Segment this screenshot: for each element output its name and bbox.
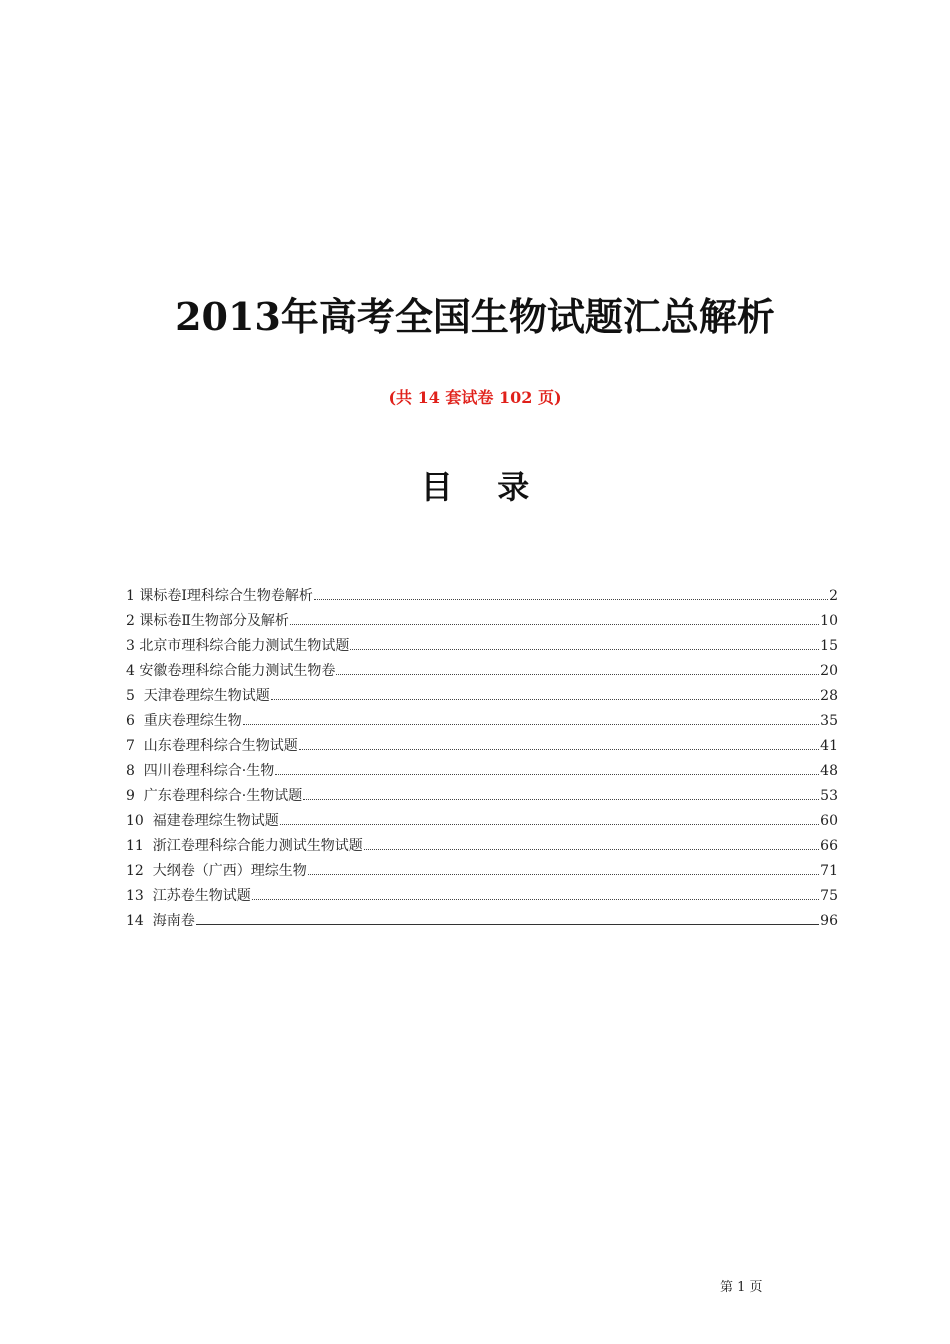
toc-entry-page: 60 <box>820 813 838 829</box>
toc-entry-page: 96 <box>820 913 838 929</box>
document-title: 2013年高考全国生物试题汇总解析 <box>175 294 775 339</box>
toc-entry-page: 71 <box>820 863 838 879</box>
toc-entry[interactable] <box>126 884 838 909</box>
toc-entry-page: 20 <box>820 663 838 679</box>
toc-entry-page: 28 <box>820 688 838 704</box>
toc-entry-page: 15 <box>820 638 838 654</box>
toc-entry[interactable] <box>126 584 838 609</box>
toc-entry-label: 9 广东卷理科综合·生物试题 <box>126 788 303 804</box>
toc-entry[interactable] <box>126 809 838 834</box>
toc-entry-label: 3 北京市理科综合能力测试生物试题 <box>126 638 350 654</box>
toc-entry-page: 41 <box>820 738 838 754</box>
toc-dot-leader <box>336 674 819 675</box>
toc-entry-page: 2 <box>829 588 838 604</box>
toc-entry-label: 13 江苏卷生物试题 <box>126 888 251 904</box>
toc-dot-leader <box>280 824 819 825</box>
toc-entry-label: 1 课标卷Ⅰ理科综合生物卷解析 <box>126 588 313 604</box>
toc-dot-leader <box>275 774 819 775</box>
page-footer: 第 1 页 <box>720 1280 763 1295</box>
toc-entry[interactable] <box>126 684 838 709</box>
toc-dot-leader <box>308 874 819 875</box>
toc-solid-leader <box>196 924 819 925</box>
toc-entry[interactable] <box>126 609 838 634</box>
toc-entry-label: 12 大纲卷（广西）理综生物 <box>126 863 307 879</box>
table-of-contents <box>126 584 838 934</box>
toc-entry-label: 6 重庆卷理综生物 <box>126 713 242 729</box>
toc-entry[interactable] <box>126 634 838 659</box>
toc-entry-page: 66 <box>820 838 838 854</box>
toc-entry[interactable] <box>126 784 838 809</box>
toc-dot-leader <box>271 699 819 700</box>
toc-entry-label: 5 天津卷理综生物试题 <box>126 688 270 704</box>
toc-entry[interactable] <box>126 834 838 859</box>
toc-entry[interactable] <box>126 659 838 684</box>
toc-heading: 目 录 <box>420 468 530 506</box>
toc-dot-leader <box>350 649 819 650</box>
toc-dot-leader <box>290 624 819 625</box>
toc-dot-leader <box>364 849 819 850</box>
toc-entry-label: 11 浙江卷理科综合能力测试生物试题 <box>126 838 363 854</box>
toc-entry-label: 4 安徽卷理科综合能力测试生物卷 <box>126 663 336 679</box>
toc-entry-label: 7 山东卷理科综合生物试题 <box>126 738 298 754</box>
toc-entry-page: 10 <box>820 613 838 629</box>
toc-entry-page: 48 <box>820 763 838 779</box>
toc-dot-leader <box>299 749 819 750</box>
toc-entry-label: 10 福建卷理综生物试题 <box>126 813 279 829</box>
toc-entry-label: 14 海南卷 <box>126 913 195 929</box>
toc-entry-label: 2 课标卷Ⅱ生物部分及解析 <box>126 613 289 629</box>
toc-entry[interactable] <box>126 734 838 759</box>
toc-entry[interactable] <box>126 709 838 734</box>
toc-entry-label: 8 四川卷理科综合·生物 <box>126 763 275 779</box>
toc-entry-page: 75 <box>820 888 838 904</box>
toc-entry[interactable] <box>126 859 838 884</box>
toc-dot-leader <box>314 599 828 600</box>
toc-dot-leader <box>303 799 819 800</box>
toc-entry[interactable] <box>126 759 838 784</box>
toc-entry-page: 53 <box>820 788 838 804</box>
toc-entry-page: 35 <box>820 713 838 729</box>
toc-entry[interactable] <box>126 909 838 934</box>
toc-dot-leader <box>252 899 819 900</box>
document-subtitle: (共 14 套试卷 102 页) <box>388 388 562 407</box>
toc-dot-leader <box>243 724 819 725</box>
